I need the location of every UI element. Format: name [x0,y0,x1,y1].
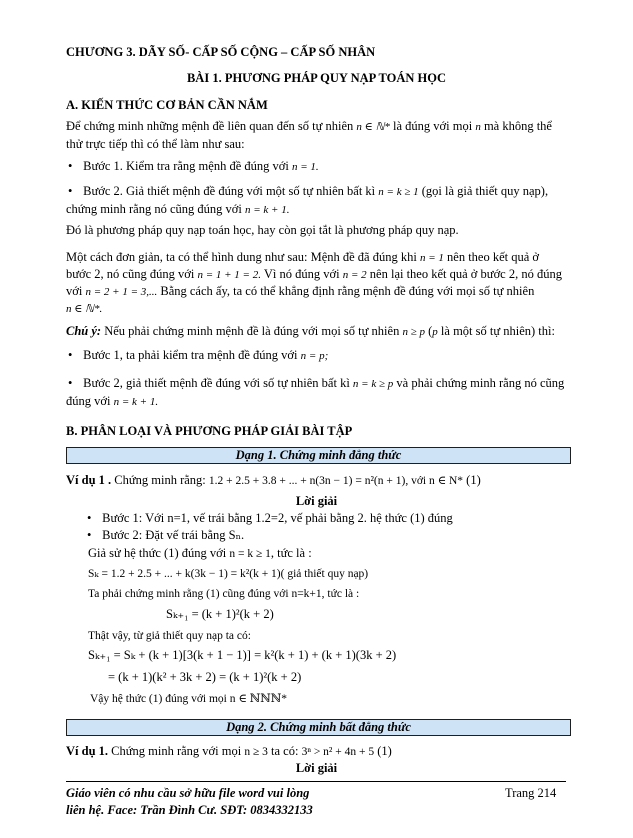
solution-factor: = (k + 1)(k² + 3k + 2) = (k + 1)²(k + 2) [108,670,302,684]
explain-line-1: Một cách đơn giản, ta có thể hình dung như sau: Mệnh đề đã đúng khi n = 1 nên theo kết quả ở [66,250,540,264]
note-line: Chú ý: Nếu phải chứng minh mệnh đề là đúng với mọi số tự nhiên n ≥ p (p là một số tự nhiên) thì: [66,324,555,338]
solution-indeed: Thật vậy, từ giả thiết quy nạp ta có: [88,630,251,642]
note-step-2-line-2: đúng với n = k + 1. [66,394,159,408]
bullet-icon: • [87,511,92,525]
explain-line-2: bước 2, nó cũng đúng với n = 1 + 1 = 2. Vì nó đúng với n = 2 nên lại theo kết quả ở bước 2, nó đúng [66,267,562,281]
example-1-statement: Ví dụ 1 . Chứng minh rằng: 1.2 + 2.5 + 3.8 + ... + n(3n − 1) = n²(n + 1), với n ∈ N* (1) [66,473,481,487]
lesson-title: BÀI 1. PHƯƠNG PHÁP QUY NẠP TOÁN HỌC [186,71,447,85]
method-line: Đó là phương pháp quy nạp toán học, hay còn gọi tắt là phương pháp quy nạp. [66,223,459,237]
bullet-icon: • [87,528,92,542]
solution-target: Sₖ₊₁ = (k + 1)²(k + 2) [166,607,274,621]
step-2-line-2: chứng minh rằng nó cũng đúng với n = k + 1. [66,202,290,216]
solution-heading-1: Lời giải [295,494,338,508]
note-step-2-line-1: • Bước 2, giả thiết mệnh đề đúng với số tự nhiên bất kì n = k ≥ p và phải chứng minh rằng nó cũng [68,376,565,390]
bullet-icon: • [68,184,73,198]
page-number: Trang 214 [505,786,557,800]
section-a-heading: A. KIẾN THỨC CƠ BẢN CẦN NẮM [66,98,268,112]
explain-line-4: n ∈ ℕ*. [66,303,103,315]
solution-conclusion: Vậy hệ thức (1) đúng với mọi n ∈ ℕℕℕ* [90,693,288,705]
step-1: • Bước 1. Kiểm tra rằng mệnh đề đúng với n = 1. [68,159,319,173]
solution-expand: Sₖ₊₁ = Sₖ + (k + 1)[3(k + 1 − 1)] = k²(k + 1) + (k + 1)(3k + 2) [88,648,397,662]
section-b-heading: B. PHÂN LOẠI VÀ PHƯƠNG PHÁP GIẢI BÀI TẬP [66,424,353,438]
solution-need: Ta phải chứng minh rằng (1) cũng đúng với n=k+1, tức là : [88,588,360,600]
footer-line-2: liên hệ. Face: Trần Đình Cư. SĐT: 0834332133 [66,803,313,817]
footer-divider [66,781,566,782]
bullet-icon: • [68,159,73,173]
solution-sk: Sₖ = 1.2 + 2.5 + ... + k(3k − 1) = k²(k + 1)( giả thiết quy nạp) [88,568,369,580]
solution-assume: Giả sử hệ thức (1) đúng với n = k ≥ 1, tức là : [88,546,312,560]
note-step-1: • Bước 1, ta phải kiểm tra mệnh đề đúng với n = p; [68,348,329,362]
bullet-icon: • [68,376,73,390]
example-2-statement: Ví dụ 1. Chứng minh rằng với mọi n ≥ 3 ta có: 3ⁿ > n² + 4n + 5 (1) [66,744,392,758]
step-2-line-1: • Bước 2. Giả thiết mệnh đề đúng với một số tự nhiên bất kì n = k ≥ 1 (gọi là giả thiết quy nạp), [68,184,549,198]
intro-line-2: thử trực tiếp thì có thể làm như sau: [66,137,245,151]
solution-heading-2: Lời giải [295,761,338,775]
type-1-banner: Dạng 1. Chứng minh đẳng thức [66,447,571,464]
chapter-title: CHƯƠNG 3. DÃY SỐ- CẤP SỐ CỘNG – CẤP SỐ NHÂN [66,45,376,59]
explain-line-3: với n = 2 + 1 = 3,... Bằng cách ấy, ta có thể khẳng định rằng mệnh đề đúng với mọi số tự nhiên [66,284,535,298]
intro-line-1: Để chứng minh những mệnh đề liên quan đến số tự nhiên n ∈ ℕ* là đúng với mọi n mà không thể [66,119,552,133]
type-2-banner: Dạng 2. Chứng minh bất đẳng thức [66,719,571,736]
bullet-icon: • [68,348,73,362]
solution-step-1: • Bước 1: Với n=1, vế trái bằng 1.2=2, vế phải bằng 2. hệ thức (1) đúng [87,511,453,525]
footer-line-1: Giáo viên có nhu cầu sở hữu file word vui lòng [66,786,310,800]
solution-step-2: • Bước 2: Đặt vế trái bằng Sₙ. [87,528,245,542]
